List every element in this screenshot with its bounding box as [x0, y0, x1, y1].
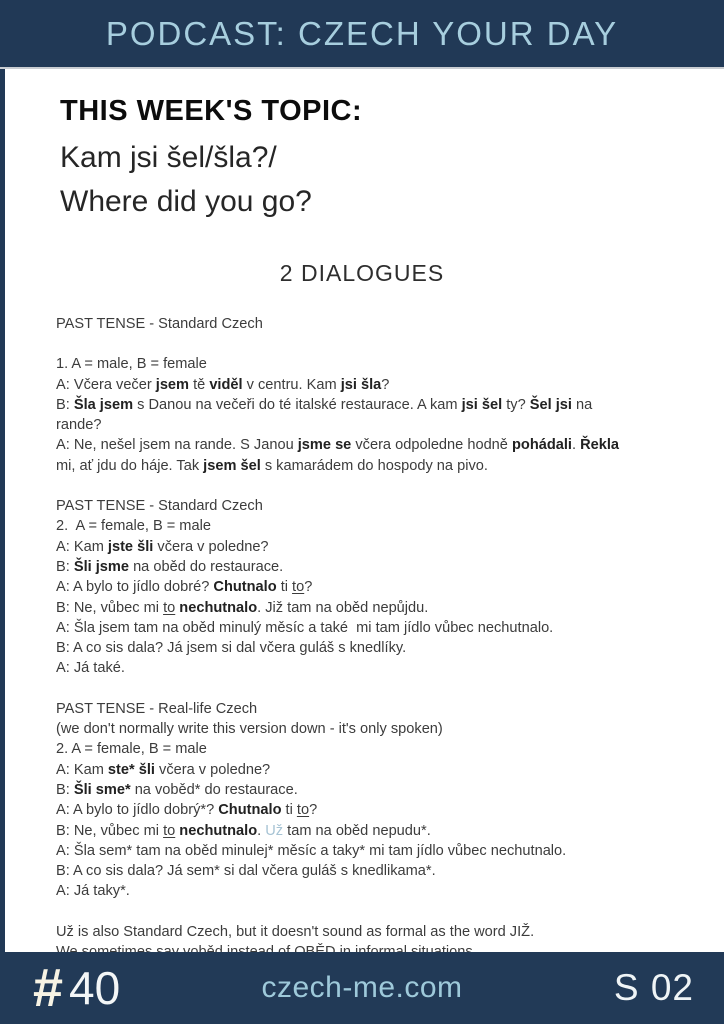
episode-number: 40: [69, 962, 121, 1014]
topic-english: Where did you go?: [60, 185, 312, 218]
dialogue-sections: [56, 314, 696, 962]
dialogue-line: rande?: [56, 417, 102, 434]
dialogue-line: B: Šla jsem s Danou na večeři do té italské restaurace. A kam jsi šel ty? Šel jsi na: [56, 396, 593, 413]
dialogue-section: [56, 496, 696, 679]
dialogue-line: A: A bylo to jídlo dobrý*? Chutnalo ti to?: [56, 802, 318, 819]
dialogue-line: A: A bylo to jídlo dobré? Chutnalo ti to?: [56, 579, 313, 596]
topic-label: THIS WEEK'S TOPIC:: [60, 95, 363, 127]
dialogue-line: A: Kam jste šli včera v poledne?: [56, 538, 269, 555]
podcast-header-banner: [0, 0, 724, 69]
series-label: S 02: [613, 967, 694, 1008]
dialogue-line: A: Včera večer jsem tě viděl v centru. Kam jsi šla?: [56, 376, 390, 393]
dialogue-line: 2. A = female, B = male: [56, 741, 207, 758]
dialogue-line: PAST TENSE - Real-life Czech: [56, 700, 258, 717]
dialogues-heading: 2 DIALOGUES: [279, 260, 445, 286]
podcast-title: PODCAST: CZECH YOUR DAY: [105, 14, 619, 52]
dialogue-line: 2. A = female, B = male: [56, 518, 211, 535]
dialogue-line: A: Já taky*.: [56, 883, 130, 900]
dialogue-line: A: Já také.: [56, 660, 125, 677]
topic-czech: Kam jsi šel/šla?/: [60, 141, 277, 174]
page-footer: [0, 952, 724, 1024]
website-url: czech-me.com: [261, 971, 463, 1004]
dialogue-line: B: Ne, vůbec mi to nechutnalo. Již tam na oběd nepůjdu.: [56, 599, 429, 616]
dialogue-line: PAST TENSE - Standard Czech: [56, 316, 263, 332]
hash-icon: #: [33, 958, 64, 1018]
dialogue-line: A: Šla jsem tam na oběd minulý měsíc a také mi tam jídlo vůbec nechutnalo.: [56, 619, 554, 636]
dialogue-section: [56, 699, 696, 902]
dialogue-line: 1. A = male, B = female: [56, 356, 207, 373]
dialogue-line: A: Šla sem* tam na oběd minulej* měsíc a taky* mi tam jídlo vůbec nechutnalo.: [56, 842, 567, 859]
dialogue-line: B: Šli sme* na voběd* do restaurace.: [56, 781, 298, 798]
dialogue-line: B: Šli jsme na oběd do restaurace.: [56, 558, 284, 575]
dialogue-section: [56, 314, 696, 334]
dialogue-line: B: Ne, vůbec mi to nechutnalo. Už tam na oběd nepudu*.: [56, 822, 431, 839]
episode-number-group: [33, 952, 120, 1024]
dialogue-line: (we don't normally write this version down - it's only spoken): [56, 721, 443, 738]
dialogue-line: PAST TENSE - Standard Czech: [56, 498, 263, 515]
dialogue-line: Už is also Standard Czech, but it doesn't sound as formal as the word JIŽ.: [56, 923, 535, 940]
dialogue-line: B: A co sis dala? Já sem* si dal včera guláš s knedlikama*.: [56, 863, 436, 880]
dialogue-line: B: A co sis dala? Já jsem si dal včera guláš s knedlíky.: [56, 640, 407, 657]
dialogue-line: A: Ne, nešel jsem na rande. S Janou jsme se včera odpoledne hodně pohádali. Řekla: [56, 437, 620, 454]
page-left-border: [0, 0, 5, 1024]
dialogue-section: [56, 354, 696, 476]
page-content: [0, 71, 724, 982]
dialogue-line: mi, ať jdu do háje. Tak jsem šel s kamarádem do hospody na pivo.: [56, 457, 488, 474]
dialogue-line: A: Kam ste* šli včera v poledne?: [56, 761, 271, 778]
